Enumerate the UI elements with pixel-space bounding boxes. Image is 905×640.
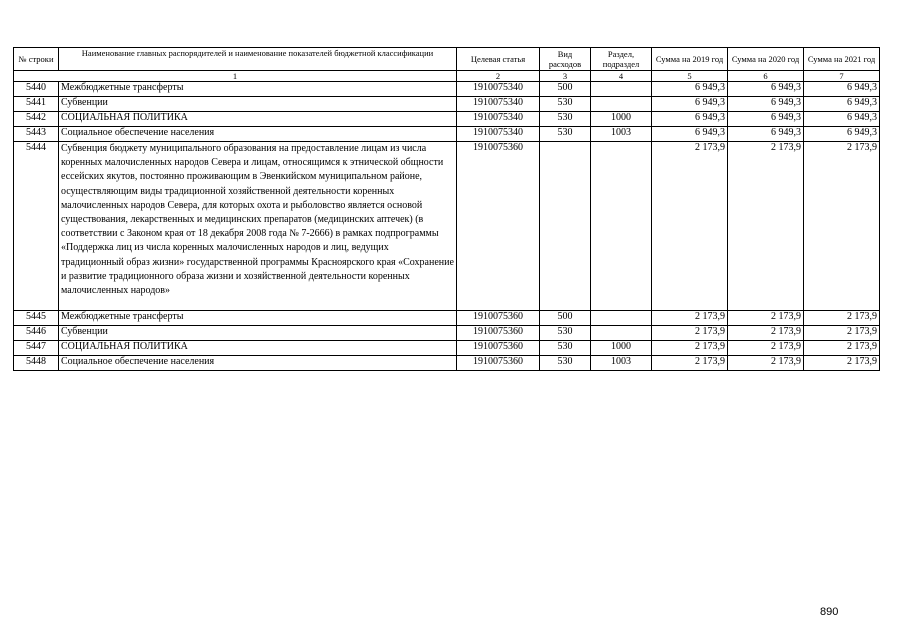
row-section (591, 97, 652, 112)
table-row (14, 326, 880, 341)
column-number: 1 (14, 71, 457, 82)
column-number: 5 (652, 71, 728, 82)
row-target-article: 1910075360 (457, 356, 540, 371)
row-expense-type: 530 (540, 356, 591, 371)
column-number-row (14, 71, 880, 82)
row-name: СОЦИАЛЬНАЯ ПОЛИТИКА (59, 112, 457, 127)
row-target-article: 1910075340 (457, 82, 540, 97)
row-sum-2021: 2 173,9 (804, 356, 880, 371)
row-target-article: 1910075360 (457, 341, 540, 356)
row-target-article: 1910075360 (457, 326, 540, 341)
row-section (591, 326, 652, 341)
row-expense-type: 530 (540, 97, 591, 112)
table-row (14, 97, 880, 112)
row-sum-2019: 2 173,9 (652, 142, 728, 311)
row-sum-2019: 6 949,3 (652, 112, 728, 127)
row-number: 5442 (14, 112, 59, 127)
row-sum-2020: 2 173,9 (728, 311, 804, 326)
row-sum-2021: 2 173,9 (804, 326, 880, 341)
row-section (591, 311, 652, 326)
table-row (14, 112, 880, 127)
row-number: 5448 (14, 356, 59, 371)
header-sum-2021: Сумма на 2021 год (804, 48, 880, 71)
table-row (14, 311, 880, 326)
row-section: 1000 (591, 341, 652, 356)
table-row (14, 127, 880, 142)
row-sum-2020: 6 949,3 (728, 82, 804, 97)
header-row-number: № строки (14, 48, 59, 71)
row-target-article: 1910075360 (457, 311, 540, 326)
row-sum-2021: 2 173,9 (804, 341, 880, 356)
row-name: Межбюджетные трансферты (59, 311, 457, 326)
column-number: 7 (804, 71, 880, 82)
row-sum-2020: 2 173,9 (728, 341, 804, 356)
header-section: Раздел, подраздел (591, 48, 652, 71)
header-name: Наименование главных распорядителей и наименование показателей бюджетной классификации (59, 48, 457, 71)
row-name: СОЦИАЛЬНАЯ ПОЛИТИКА (59, 341, 457, 356)
row-sum-2019: 6 949,3 (652, 97, 728, 112)
row-target-article: 1910075340 (457, 97, 540, 112)
row-section (591, 142, 652, 311)
table-header-row (14, 48, 880, 71)
row-expense-type: 530 (540, 341, 591, 356)
row-sum-2020: 2 173,9 (728, 142, 804, 311)
row-number: 5444 (14, 142, 59, 311)
header-sum-2019: Сумма на 2019 год (652, 48, 728, 71)
row-number: 5441 (14, 97, 59, 112)
row-expense-type: 530 (540, 326, 591, 341)
row-target-article: 1910075340 (457, 112, 540, 127)
row-sum-2019: 2 173,9 (652, 356, 728, 371)
column-number: 2 (457, 71, 540, 82)
row-number: 5446 (14, 326, 59, 341)
row-sum-2019: 2 173,9 (652, 341, 728, 356)
row-target-article: 1910075340 (457, 127, 540, 142)
row-sum-2020: 6 949,3 (728, 112, 804, 127)
table-row (14, 142, 880, 311)
row-expense-type: 500 (540, 82, 591, 97)
header-sum-2020: Сумма на 2020 год (728, 48, 804, 71)
row-sum-2019: 2 173,9 (652, 326, 728, 341)
row-section: 1003 (591, 356, 652, 371)
row-number: 5445 (14, 311, 59, 326)
row-expense-type (540, 142, 591, 311)
row-sum-2021: 2 173,9 (804, 311, 880, 326)
row-name: Межбюджетные трансферты (59, 82, 457, 97)
row-number: 5447 (14, 341, 59, 356)
row-expense-type: 500 (540, 311, 591, 326)
row-name: Субвенции (59, 97, 457, 112)
column-number: 4 (591, 71, 652, 82)
header-expense-type: Вид расходов (540, 48, 591, 71)
row-sum-2020: 2 173,9 (728, 326, 804, 341)
budget-table (13, 47, 880, 371)
row-sum-2020: 6 949,3 (728, 127, 804, 142)
row-sum-2019: 6 949,3 (652, 82, 728, 97)
page-number: 890 (820, 606, 839, 618)
row-sum-2021: 6 949,3 (804, 112, 880, 127)
table-row (14, 356, 880, 371)
row-section: 1000 (591, 112, 652, 127)
row-number: 5443 (14, 127, 59, 142)
row-name: Субвенции (59, 326, 457, 341)
row-sum-2021: 2 173,9 (804, 142, 880, 311)
row-expense-type: 530 (540, 127, 591, 142)
header-target-article: Целевая статья (457, 48, 540, 71)
column-number: 3 (540, 71, 591, 82)
row-target-article: 1910075360 (457, 142, 540, 311)
row-name: Социальное обеспечение населения (59, 127, 457, 142)
column-number: 6 (728, 71, 804, 82)
table-row (14, 341, 880, 356)
row-sum-2021: 6 949,3 (804, 127, 880, 142)
row-sum-2020: 6 949,3 (728, 97, 804, 112)
row-sum-2020: 2 173,9 (728, 356, 804, 371)
row-sum-2021: 6 949,3 (804, 82, 880, 97)
row-section: 1003 (591, 127, 652, 142)
row-name: Субвенция бюджету муниципального образования на предоставление лицам из числа коренных малочисленных народов Севера и лицам, относящимся к этнической общности ессейских якутов, постоянно проживающим в Эвенкийском муниципальном районе, осуществляющим виды традиционной хозяйственной деятельности коренных малочисленных народов Севера, для которых охота и рыболовство является основой существования, лекарственных и медицинских препаратов (медицинских аптечек) (в соответствии с Законом края от 18 декабря 2008 года № 7-2666) в рамках подпрограммы «Поддержка лиц из числа коренных малочисленных народов и лиц, ведущих традиционный образ жизни» государственной программы Красноярского края «Сохранение и развитие традиционного образа жизни и хозяйственной деятельности коренных малочисленных народов» (59, 142, 457, 311)
row-sum-2019: 6 949,3 (652, 127, 728, 142)
row-number: 5440 (14, 82, 59, 97)
table-row (14, 82, 880, 97)
row-sum-2021: 6 949,3 (804, 97, 880, 112)
row-section (591, 82, 652, 97)
row-expense-type: 530 (540, 112, 591, 127)
row-name: Социальное обеспечение населения (59, 356, 457, 371)
row-sum-2019: 2 173,9 (652, 311, 728, 326)
